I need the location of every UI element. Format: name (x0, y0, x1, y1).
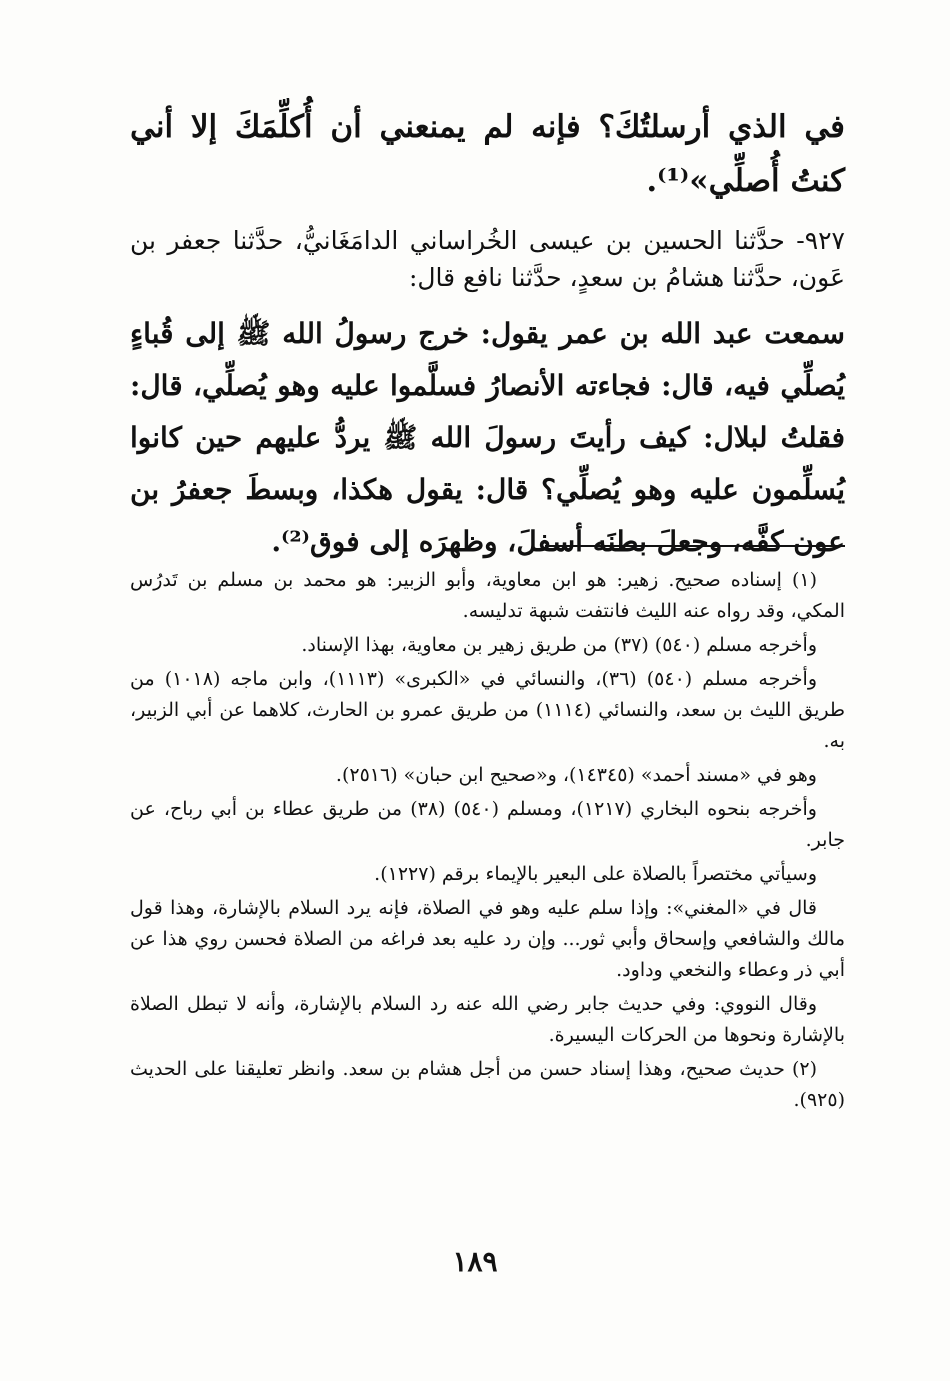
footnote-paragraph: قال في «المغني»: وإذا سلم عليه وهو في الصلاة، فإنه يرد السلام بالإشارة، وهذا قول مالك والشافعي وإسحاق وأبي ثور... وإن رد عليه بعد فراغه من الصلاة فحسن روي هذا عن أبي ذر وعطاء والنخعي وداود. (130, 897, 845, 981)
page-number: ١٨٩ (452, 1245, 498, 1278)
footnote-paragraph: (٢) حديث صحيح، وهذا إسناد حسن من أجل هشام بن سعد. وانظر تعليقنا على الحديث (٩٢٥). (130, 1058, 845, 1111)
hadith-927-matn: سمعت عبد الله بن عمر يقول: خرج رسولُ الله ﷺ إلى قُباءٍ يُصلِّي فيه، قال: فجاءته الأنصارُ فسلَّموا عليه وهو يُصلِّي، قال: فقلتُ لبلال: كيف رأيتَ رسولَ الله ﷺ يردُّ عليهم حين كانوا يُسلِّمون عليه وهو يُصلِّي؟ قال: يقول هكذا، وبسطَ جعفرُ بن عون كفَّه، وجعلَ بطنَه أسفلَ، وظهرَه إلى فوق⁽²⁾. (130, 317, 845, 558)
footnotes (130, 565, 845, 1119)
footnote-paragraph: وأخرجه مسلم (٥٤٠) (٣٧) من طريق زهير بن معاوية، بهذا الإسناد. (301, 634, 817, 656)
footnote-paragraph: وسيأتي مختصراً بالصلاة على البعير بالإيماء برقم (١٢٢٧). (374, 863, 817, 885)
footnote-paragraph: وأخرجه بنحوه البخاري (١٢١٧)، ومسلم (٥٤٠) (٣٨) من طريق عطاء بن أبي رباح، عن جابر. (130, 798, 845, 851)
main-text (130, 100, 845, 568)
hadith-927-isnad: ٩٢٧- حدَّثنا الحسين بن عيسى الخُراساني الدامَغَانيُّ، حدَّثنا جعفر بن عَون، حدَّثنا هشامُ بن سعدٍ، حدَّثنا نافع قال: (130, 226, 845, 292)
footnote-paragraph: وهو في «مسند أحمد» (١٤٣٤٥)، و«صحيح ابن حبان» (٢٥١٦). (335, 764, 817, 786)
footnote-paragraph: وأخرجه مسلم (٥٤٠) (٣٦)، والنسائي في «الكبرى» (١١١٣)، وابن ماجه (١٠١٨) من طريق الليث بن سعد، والنسائي (١١١٤) من طريق عمرو بن الحارث، كلاهما عن أبي الزبير، به. (130, 668, 845, 752)
footnote-paragraph: (١) إسناده صحيح. زهير: هو ابن معاوية، وأبو الزبير: هو محمد بن مسلم بن تَدرُس المكي، وقد رواه عنه الليث فانتفت شبهة تدليسه. (130, 569, 845, 622)
footnote-divider (545, 545, 845, 547)
footnote-paragraph: وقال النووي: وفي حديث جابر رضي الله عنه رد السلام بالإشارة، وأنه لا تبطل الصلاة بالإشارة ونحوها من الحركات اليسيرة. (130, 993, 845, 1046)
continuation-line: في الذي أرسلتُكَ؟ فإنه لم يمنعني أن أُكلِّمَكَ إلا أني كنتُ أُصلِّي»⁽¹⁾. (130, 109, 845, 199)
